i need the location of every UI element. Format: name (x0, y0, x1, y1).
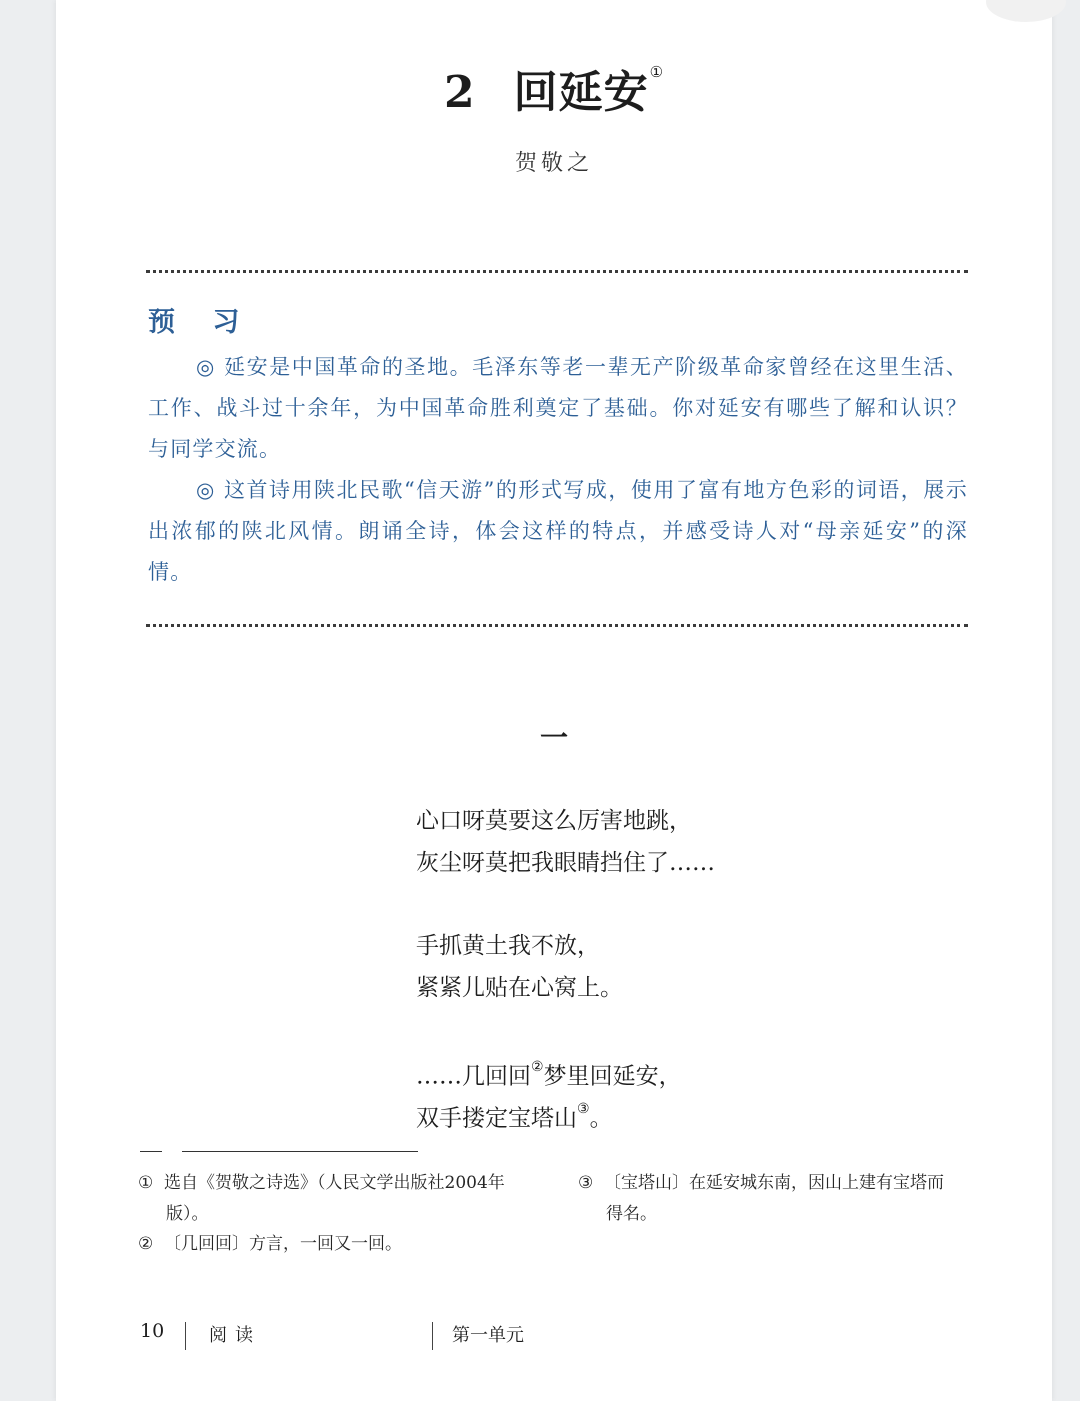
stanza-gap (416, 884, 715, 925)
page-corner (986, 0, 1066, 22)
footnote-mark: ③ (577, 1101, 590, 1117)
footnote-text: 得名。 (606, 1204, 657, 1224)
preview-box (148, 300, 968, 593)
footnote-text: 〔宝塔山〕在延安城东南，因山上建有宝塔而 (604, 1173, 944, 1193)
footnote-text: 〔几回回〕方言，一回又一回。 (164, 1234, 402, 1254)
page-footer (56, 1318, 1052, 1354)
footnote-text: 版）。 (166, 1204, 209, 1224)
footer-section: 阅读 (209, 1325, 261, 1346)
next-page-edge (896, 1392, 976, 1401)
footer-separator (185, 1322, 186, 1350)
lesson-title-text: 回延安 (513, 67, 649, 118)
footnote-mark: ② (138, 1234, 154, 1254)
preview-heading: 预 习 (148, 307, 254, 338)
footer-separator (432, 1322, 433, 1350)
footnote-1 (138, 1168, 548, 1230)
footnote-mark: ③ (578, 1173, 594, 1193)
poem-line (416, 1092, 715, 1134)
footnote-rule-short (140, 1151, 162, 1152)
footnote-2 (138, 1229, 548, 1260)
poem-text: 。 (589, 1105, 613, 1132)
footnote-mark: ① (138, 1173, 154, 1193)
author: 贺敬之 (514, 151, 593, 176)
preview-paragraph-1: ◎ 延安是中国革命的圣地。毛泽东等老一辈无产阶级革命家曾经在这里生活、工作、战斗过十余年，为中国革命胜利奠定了基础。你对延安有哪些了解和认识？与同学交流。 (148, 355, 968, 461)
footer-unit: 第一单元 (452, 1325, 524, 1346)
footnote-3 (578, 1168, 978, 1230)
dotted-divider-top (146, 270, 968, 273)
preview-paragraph-2: ◎ 这首诗用陕北民歌“信天游”的形式写成，使用了富有地方色彩的词语，展示出浓郁的陕北风情。朗诵全诗，体会这样的特点，并感受诗人对“母亲延安”的深情。 (148, 478, 968, 584)
footnote-mark: ② (531, 1059, 544, 1075)
poem-text: ……几回回 (416, 1063, 531, 1090)
footnote-rule (182, 1151, 418, 1152)
poem-line: 手抓黄土我不放， (416, 933, 600, 959)
section-number (56, 716, 1052, 756)
poem-line (416, 1050, 715, 1092)
dotted-divider-bottom (146, 624, 968, 627)
section-number-text: 一 (539, 721, 568, 754)
title-footnote-mark: ① (649, 63, 665, 82)
lesson-number: 2 (443, 67, 476, 118)
lesson-title (56, 56, 1052, 120)
poem-line: 心口呀莫要这么厉害地跳， (416, 808, 692, 834)
poem-text: 双手搂定宝塔山 (416, 1105, 577, 1132)
poem-line: 紧紧儿贴在心窝上。 (416, 975, 623, 1001)
poem-line: 灰尘呀莫把我眼睛挡住了…… (416, 850, 715, 876)
poem-text: 梦里回延安， (543, 1063, 682, 1090)
book-page (56, 0, 1052, 1401)
poem-body (416, 800, 715, 1134)
page-number: 10 (140, 1320, 165, 1342)
stanza-gap (416, 1009, 715, 1050)
footnote-text: 选自《贺敬之诗选》（人民文学出版社2004年 (164, 1173, 505, 1193)
